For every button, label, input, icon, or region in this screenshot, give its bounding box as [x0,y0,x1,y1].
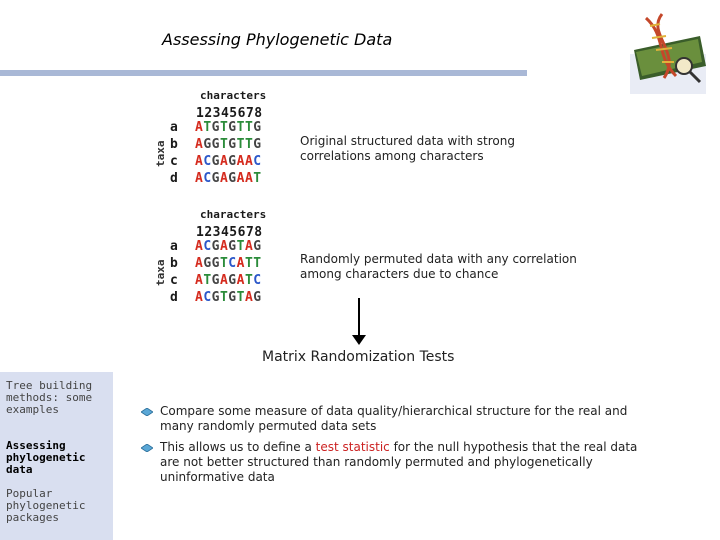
nucleotide: C [203,239,212,254]
nucleotide: A [194,256,204,271]
nucleotide: T [203,120,212,135]
nucleotide: T [219,290,229,305]
nucleotide: G [203,256,212,271]
matrix-row [170,256,262,271]
nucleotide: G [253,120,262,135]
nucleotide: G [228,171,237,186]
nucleotide: A [236,154,245,169]
nucleotide: T [219,120,229,135]
character-numbers: 12345678 [196,225,263,240]
bullet-test-statistic [160,440,660,485]
matrix-row [170,290,262,305]
nucleotide: T [244,137,254,152]
nucleotide: G [228,273,237,288]
nucleotide: G [211,154,220,169]
nucleotide: T [236,137,245,152]
nucleotide: A [194,154,204,169]
nucleotide: A [236,171,245,186]
characters-label: characters [200,208,267,221]
nucleotide: A [236,256,245,271]
diamond-bullet-icon [141,408,153,416]
matrix-row [170,154,262,169]
sequence [195,256,262,271]
nucleotide: C [203,154,212,169]
sidebar-item-packages[interactable]: Popular phylogenetic packages [6,487,86,524]
nucleotide: A [194,171,204,186]
matrix-row [170,239,262,254]
nucleotide: G [228,137,237,152]
nucleotide: A [244,171,254,186]
sidebar-item-tree-building[interactable]: Tree building methods: some examples [6,379,93,416]
taxon-label: d [170,171,179,186]
nucleotide: T [219,137,229,152]
nucleotide: G [211,120,220,135]
nucleotide: G [228,290,237,305]
nucleotide: C [203,290,212,305]
arrow-head-icon [352,335,366,345]
nucleotide: T [244,273,254,288]
nucleotide: A [219,239,229,254]
bullet-text-post: for the null hypothesis that the real data are not better structured than randomly permuted and phylogenetically uninformative data [160,440,638,484]
test-statistic-highlight: test statistic [315,440,390,454]
character-numbers: 12345678 [196,106,263,121]
sequence [195,239,262,254]
nucleotide: T [236,120,245,135]
nucleotide: T [253,171,262,186]
sequence [195,171,262,186]
matrix-row [170,137,262,152]
nucleotide: A [194,120,204,135]
taxon-label: c [170,273,179,288]
nucleotide: G [211,171,220,186]
taxon-label: c [170,154,179,169]
nucleotide: T [236,239,245,254]
nucleotide: G [203,137,212,152]
nucleotide: A [219,273,229,288]
bullet-text-pre: This allows us to define a [160,440,316,454]
page-title: Assessing Phylogenetic Data [162,30,393,49]
permuted-data-description: Randomly permuted data with any correlation among characters due to chance [300,252,577,281]
nucleotide: G [211,137,220,152]
nucleotide: G [253,239,262,254]
taxa-label: taxa [154,140,167,167]
nucleotide: C [253,273,262,288]
characters-label: characters [200,89,267,102]
sequence [195,137,262,152]
matrix-row [170,273,262,288]
matrix-randomization-label: Matrix Randomization Tests [262,349,455,365]
original-data-description: Original structured data with strong correlations among characters [300,134,515,163]
nucleotide: T [236,290,245,305]
nucleotide: G [228,154,237,169]
nucleotide: A [244,290,254,305]
nucleotide: C [253,154,262,169]
nucleotide: G [228,239,237,254]
sequence [195,273,262,288]
nucleotide: G [211,273,220,288]
nucleotide: G [228,120,237,135]
taxa-label: taxa [154,259,167,286]
nucleotide: G [211,239,220,254]
down-arrow [358,298,360,338]
taxon-label: b [170,256,179,271]
nucleotide: A [194,273,204,288]
taxon-label: a [170,120,179,135]
nucleotide: A [236,273,245,288]
matrix-row [170,171,262,186]
matrix-row [170,120,262,135]
title-underline [0,70,527,76]
diamond-bullet-icon [141,444,153,452]
nucleotide: A [244,239,254,254]
taxon-label: b [170,137,179,152]
nucleotide: T [203,273,212,288]
sequence [195,154,262,169]
nucleotide: A [194,137,204,152]
nucleotide: C [203,171,212,186]
nucleotide: A [194,290,204,305]
nucleotide: A [219,154,229,169]
sequence [195,120,262,135]
nucleotide: T [244,256,254,271]
taxon-label: a [170,239,179,254]
nucleotide: A [219,171,229,186]
nucleotide: G [211,256,220,271]
nucleotide: T [244,120,254,135]
dna-helix-logo-icon [626,6,712,98]
sequence [195,290,262,305]
bullet-compare: Compare some measure of data quality/hierarchical structure for the real and many randomly permuted data sets [160,404,628,433]
nucleotide: T [219,256,229,271]
sidebar-item-assessing[interactable]: Assessing phylogenetic data [6,439,86,476]
taxon-label: d [170,290,179,305]
nucleotide: C [228,256,237,271]
nucleotide: T [253,256,262,271]
nucleotide: G [253,137,262,152]
nucleotide: G [211,290,220,305]
nucleotide: A [244,154,254,169]
nucleotide: G [253,290,262,305]
nucleotide: A [194,239,204,254]
